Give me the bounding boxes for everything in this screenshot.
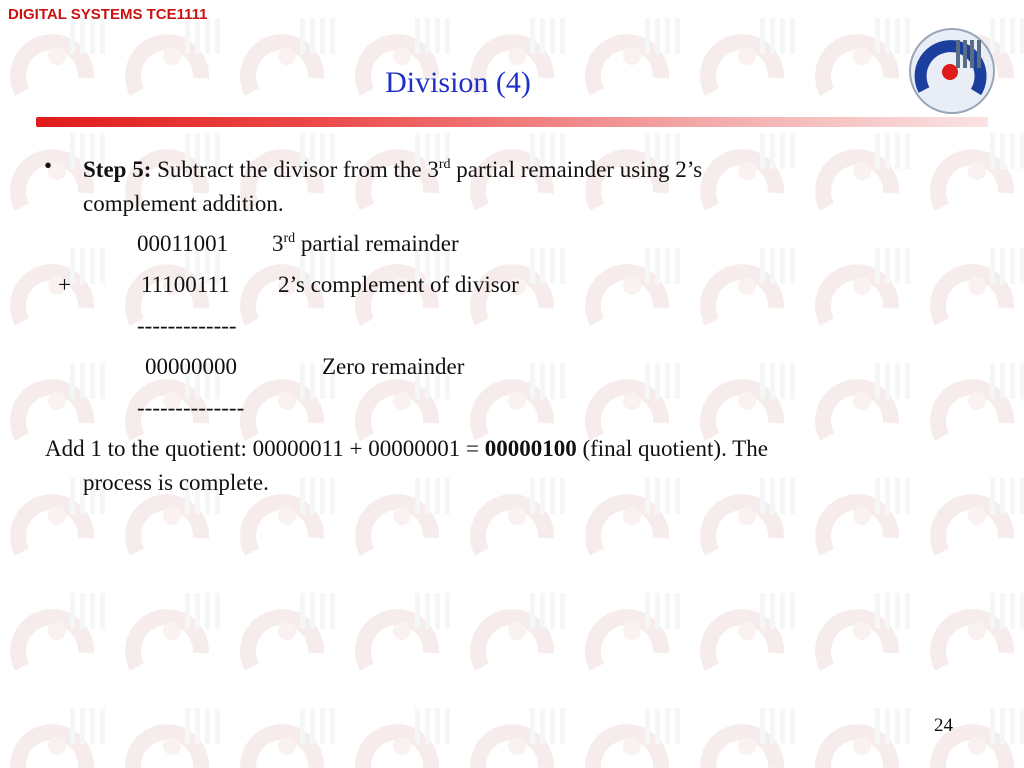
course-label: DIGITAL SYSTEMS TCE1111 bbox=[8, 6, 208, 23]
calc-row1-superscript: rd bbox=[283, 231, 296, 246]
calc-row3-value: 00000000 bbox=[145, 354, 237, 379]
step-label: Step 5: bbox=[83, 157, 152, 182]
bullet-marker: • bbox=[44, 153, 53, 178]
step-line-2: complement addition. bbox=[83, 191, 284, 216]
title-divider bbox=[36, 117, 988, 127]
calc-row1-value: 00011001 bbox=[137, 231, 229, 256]
slide-title: Division (4) bbox=[385, 66, 531, 99]
conclusion-line-1 bbox=[45, 432, 768, 466]
step-superscript: rd bbox=[438, 157, 451, 172]
page-number: 24 bbox=[934, 715, 953, 736]
calc-row3-desc: Zero remainder bbox=[322, 354, 465, 379]
calc-row1-desc-post: partial remainder bbox=[295, 231, 459, 256]
conclusion-line-2: process is complete. bbox=[83, 470, 269, 495]
calc-row1-desc-pre: 3 bbox=[272, 231, 284, 256]
calc-row1-desc bbox=[272, 227, 459, 261]
step-text-pre: Subtract the divisor from the 3 bbox=[151, 157, 439, 182]
conclusion-text-post: (final quotient). The bbox=[576, 436, 768, 461]
calc-row2-value: 11100111 bbox=[141, 272, 230, 297]
final-quotient: 00000100 bbox=[484, 436, 577, 461]
calc-row2-desc: 2’s complement of divisor bbox=[278, 272, 519, 297]
plus-sign: + bbox=[58, 272, 71, 297]
calc-divider-1: ------------- bbox=[137, 313, 237, 338]
calc-divider-2: -------------- bbox=[137, 395, 245, 420]
step-text-post: partial remainder using 2’s bbox=[450, 157, 703, 182]
step-line-1 bbox=[83, 153, 702, 187]
university-logo-icon bbox=[904, 26, 1000, 116]
conclusion-text-pre: Add 1 to the quotient: 00000011 + 00000001 = bbox=[45, 436, 485, 461]
